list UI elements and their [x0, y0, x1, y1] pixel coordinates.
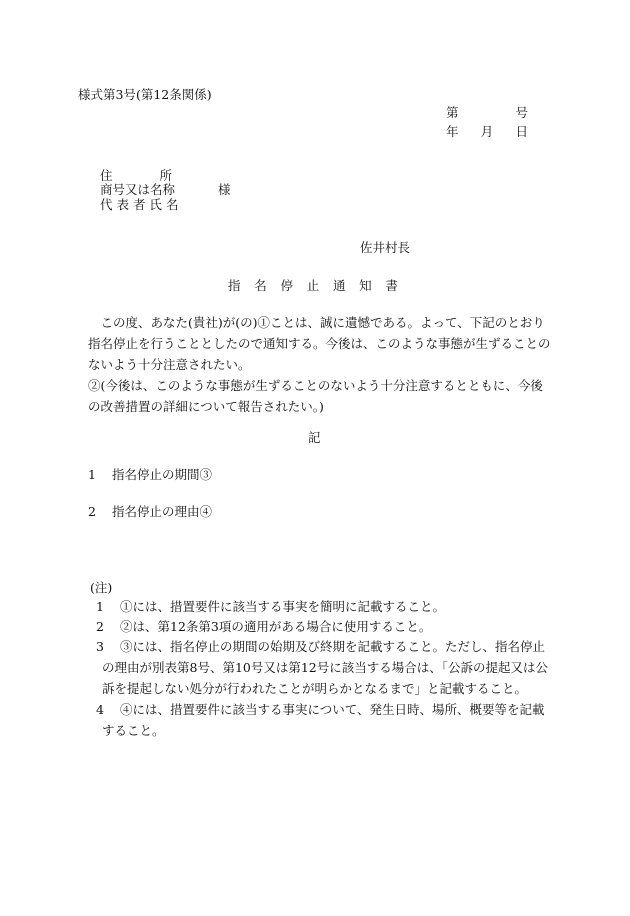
- date-day: 日: [515, 124, 528, 139]
- doc-number: [446, 103, 528, 121]
- note-number: 1: [96, 599, 104, 614]
- item-1: [88, 465, 212, 483]
- note-item-4: [96, 699, 554, 741]
- title-char: 停: [280, 278, 293, 293]
- note-text: ④には、措置要件に該当する事実について、発生日時、場所、概要等を記載すること。: [102, 702, 545, 738]
- date-month: 月: [480, 124, 494, 139]
- note-item-2: [96, 616, 554, 637]
- note-item-3: [96, 636, 554, 699]
- note-text: ③には、指名停止の期間の始期及び終期を記載すること。ただし、指名停止の理由が別表第8号、第10号又は第12号に該当する場合は、「公訴の提起又は公訴を提起しない処分が行われたことが明らかとなるまで」と記載すること。: [102, 639, 549, 696]
- note-number: 4: [96, 702, 104, 717]
- title-char: 通: [332, 278, 346, 293]
- title-char: 知: [359, 278, 372, 293]
- body-paragraph-1: この度、あなた(貴社)が(の)①ことは、誠に遺憾である。よって、下記のとおり指名停止を行うこととしたので通知する。今後は、このような事態が生ずることのないよう十分注意されたい。: [88, 315, 551, 372]
- item-number: 2: [88, 504, 96, 519]
- recipient-honorific: 様: [218, 182, 231, 197]
- issuer-name: 佐井村長: [360, 240, 411, 255]
- address-char-2: 所: [159, 168, 172, 183]
- item-text: 指名停止の理由④: [111, 504, 212, 519]
- recipient-representative: 代 表 者 氏 名: [100, 197, 179, 212]
- document-title: [228, 276, 398, 294]
- date-year: 年: [446, 124, 459, 139]
- notes-heading: (注): [90, 580, 113, 595]
- body-paragraph-2: ②(今後は、このような事態が生ずることのないよう十分注意するとともに、今後の改善措置の詳細について報告されたい。): [88, 378, 543, 414]
- doc-number-go: 号: [515, 105, 528, 120]
- title-char: 書: [385, 278, 398, 293]
- item-2: [88, 502, 212, 520]
- title-char: 名: [254, 278, 267, 293]
- note-text: ①には、措置要件に該当する事実を簡明に記載すること。: [120, 599, 446, 614]
- address-char-1: 住: [100, 168, 113, 183]
- note-text: ②は、第12条第3項の適用がある場合に使用すること。: [120, 619, 432, 634]
- title-char: 指: [228, 278, 241, 293]
- item-number: 1: [88, 467, 96, 482]
- item-text: 指名停止の期間③: [111, 467, 212, 482]
- recipient-company: 商号又は名称: [100, 182, 176, 197]
- issue-date: [446, 122, 528, 140]
- form-number: 様式第3号(第12条関係): [78, 87, 212, 102]
- doc-number-dai: 第: [446, 105, 459, 120]
- ki-heading: 記: [308, 430, 321, 445]
- note-item-1: [96, 596, 554, 617]
- note-number: 2: [96, 619, 104, 634]
- title-char: 止: [306, 278, 320, 293]
- note-number: 3: [96, 639, 104, 654]
